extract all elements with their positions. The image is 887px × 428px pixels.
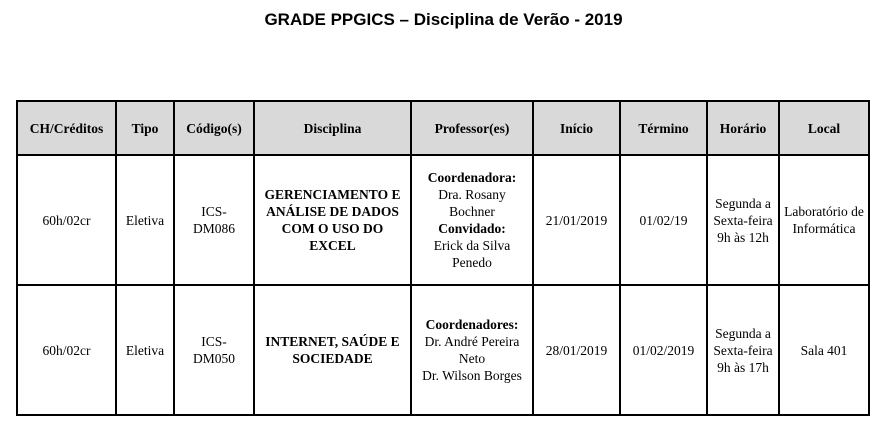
header-local: Local (779, 101, 869, 155)
horario-time: 9h às 17h (717, 359, 769, 375)
cell-disciplina: GERENCIAMENTO E ANÁLISE DE DADOS COM O USO DO EXCEL (254, 155, 411, 285)
header-professor: Professor(es) (411, 101, 533, 155)
table-row (17, 285, 869, 415)
codigo-part-1: ICS- (201, 334, 227, 349)
header-tipo: Tipo (116, 101, 174, 155)
professor-name: Erick da Silva Penedo (433, 238, 511, 270)
cell-codigo (174, 285, 254, 415)
professor-label: Coordenadora: (427, 170, 517, 185)
professor-name: Dr. Wilson Borges (422, 368, 522, 383)
cell-local: Laboratório de Informática (779, 155, 869, 285)
horario-days: Segunda a Sexta-feira (713, 325, 773, 358)
cell-horario (707, 285, 779, 415)
header-inicio: Início (533, 101, 620, 155)
schedule-table (16, 100, 870, 416)
professor-label: Coordenadores: (425, 317, 519, 332)
horario-time: 9h às 12h (717, 229, 769, 245)
header-horario: Horário (707, 101, 779, 155)
page-title: GRADE PPGICS – Disciplina de Verão - 2019 (264, 10, 623, 29)
cell-professor (411, 285, 533, 415)
cell-codigo (174, 155, 254, 285)
horario-days: Segunda a Sexta-feira (713, 195, 773, 228)
cell-tipo: Eletiva (116, 155, 174, 285)
header-row (17, 101, 869, 155)
cell-ch: 60h/02cr (17, 155, 116, 285)
cell-tipo: Eletiva (116, 285, 174, 415)
header-termino: Término (620, 101, 707, 155)
header-ch: CH/Créditos (17, 101, 116, 155)
header-codigo: Código(s) (174, 101, 254, 155)
cell-termino: 01/02/2019 (620, 285, 707, 415)
cell-inicio: 28/01/2019 (533, 285, 620, 415)
cell-termino: 01/02/19 (620, 155, 707, 285)
header-disciplina: Disciplina (254, 101, 411, 155)
codigo-part-2: DM086 (192, 221, 235, 236)
cell-horario (707, 155, 779, 285)
cell-disciplina: INTERNET, SAÚDE E SOCIEDADE (254, 285, 411, 415)
table-row (17, 155, 869, 285)
professor-name: Dr. André Pereira Neto (424, 334, 520, 366)
cell-professor (411, 155, 533, 285)
professor-name: Dra. Rosany Bochner (438, 187, 506, 219)
cell-inicio: 21/01/2019 (533, 155, 620, 285)
codigo-part-2: DM050 (192, 351, 235, 366)
professor-label: Convidado: (438, 221, 506, 236)
codigo-part-1: ICS- (201, 204, 227, 219)
cell-local: Sala 401 (779, 285, 869, 415)
cell-ch: 60h/02cr (17, 285, 116, 415)
